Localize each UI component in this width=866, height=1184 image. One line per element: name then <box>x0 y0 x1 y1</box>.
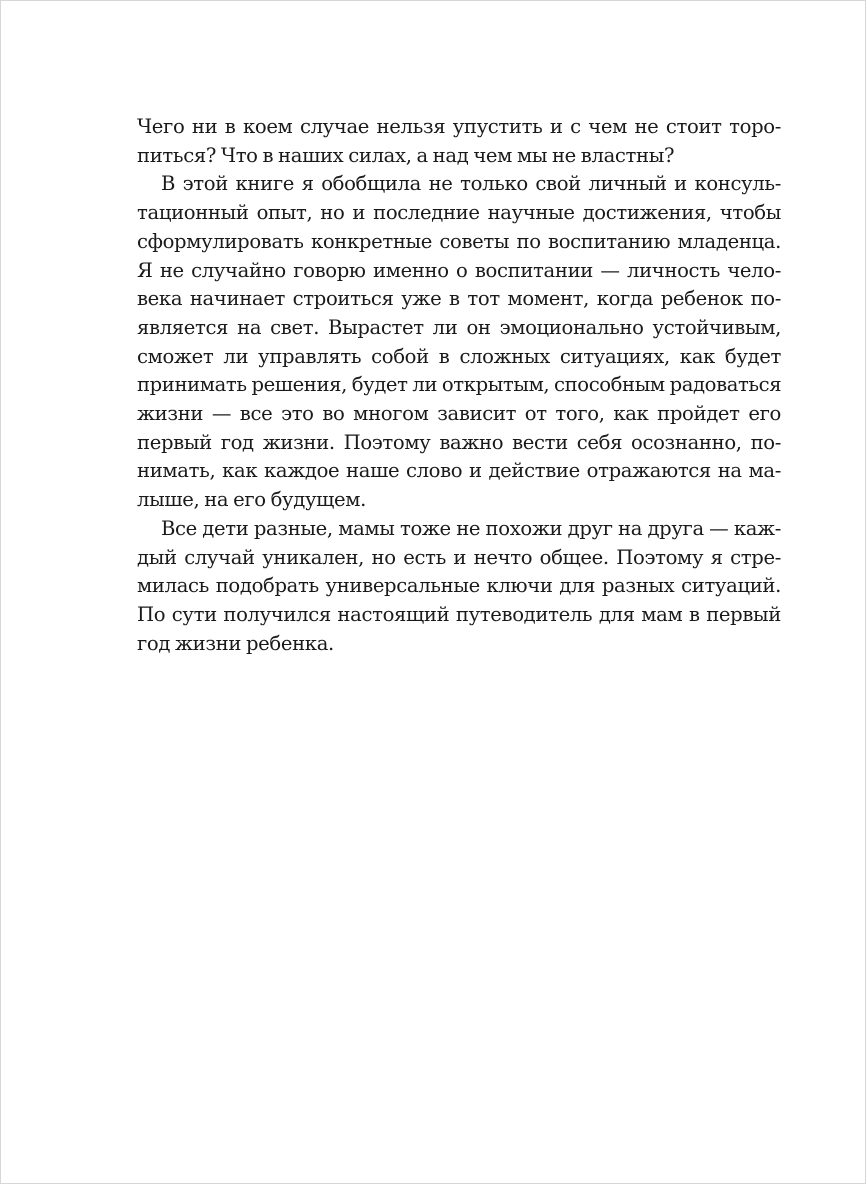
text-line: Все дети разные, мамы тоже не похожи друг на друга — каж- <box>161 516 781 540</box>
text-line: принимать решения, будет ли открытым, способным радоваться <box>137 373 782 397</box>
text-line: питься? Что в наших силах, а над чем мы не властны? <box>137 143 675 167</box>
body-text <box>137 113 781 658</box>
text-line: милась подобрать универсальные ключи для разных ситуаций. <box>137 574 781 598</box>
text-line: год жизни ребенка. <box>137 631 334 655</box>
paragraph-3 <box>137 515 781 659</box>
text-line: Чего ни в коем случае нельзя упустить и с чем не стоит торо- <box>137 115 781 138</box>
text-line: По сути получился настоящий путеводитель для мам в первый <box>137 602 781 626</box>
paragraph-2 <box>137 170 781 514</box>
text-line: сформулировать конкретные советы по воспитанию младенца. <box>137 229 781 253</box>
text-line: Я не случайно говорю именно о воспитании — личность чело- <box>137 258 781 282</box>
text-line: дый случай уникален, но есть и нечто общее. Поэтому я стре- <box>137 545 781 569</box>
text-line: В этой книге я обобщила не только свой личный и консуль- <box>161 172 781 196</box>
paragraph-1 <box>137 113 781 170</box>
text-line: жизни — все это во многом зависит от того, как пройдет его <box>137 402 781 426</box>
text-line: является на свет. Вырастет ли он эмоционально устойчивым, <box>137 315 781 339</box>
text-line: нимать, как каждое наше слово и действие отражаются на ма- <box>137 459 781 483</box>
text-line: первый год жизни. Поэтому важно вести себя осознанно, по- <box>137 430 781 454</box>
text-line: сможет ли управлять собой в сложных ситуациях, как будет <box>137 344 781 368</box>
text-line: века начинает строиться уже в тот момент, когда ребенок по- <box>137 287 781 311</box>
text-line: тационный опыт, но и последние научные достижения, чтобы <box>137 201 781 225</box>
text-line: лыше, на его будущем. <box>137 488 367 512</box>
